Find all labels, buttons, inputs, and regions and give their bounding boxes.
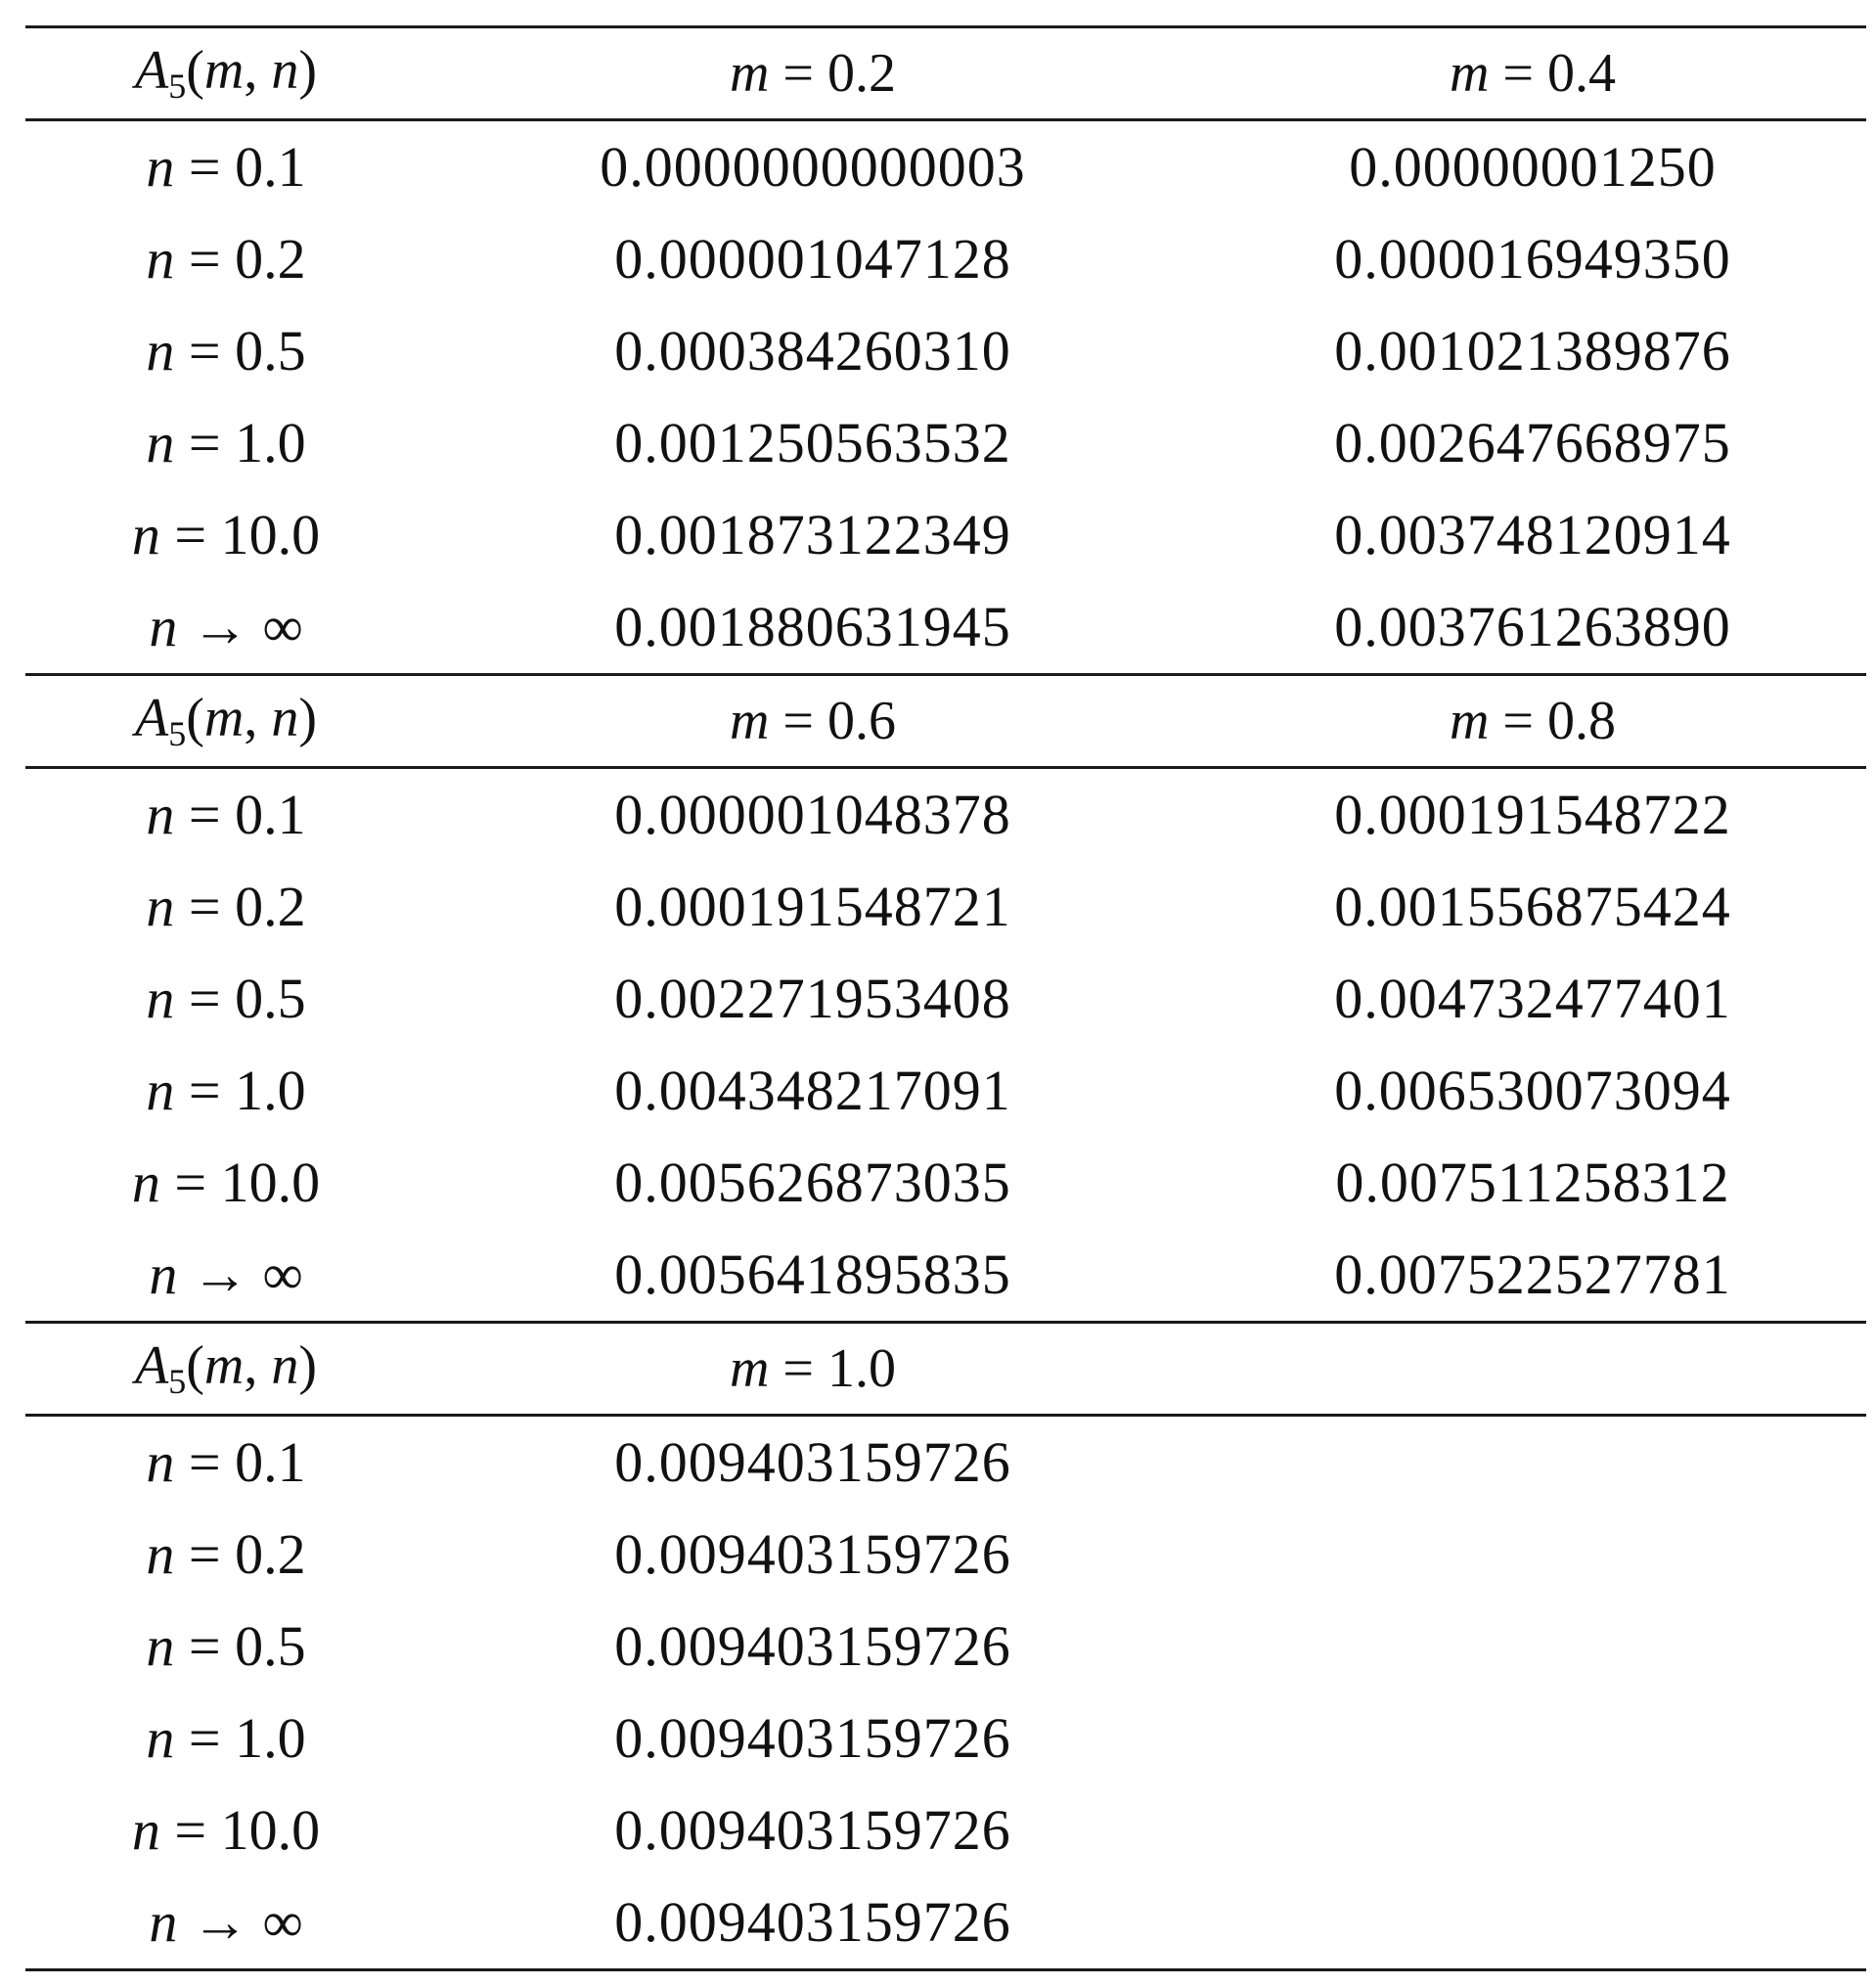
row-label: n = 1.0 <box>146 1059 306 1122</box>
row-header-label: $A_5(m$, n) <box>135 1335 317 1401</box>
value-cell: 0.001021389876 <box>1334 319 1731 383</box>
data-table <box>25 25 1866 1971</box>
table-row <box>25 121 1866 213</box>
value-cell: 0.001873122349 <box>614 503 1011 566</box>
value-cell: 0.002647668975 <box>1334 411 1731 474</box>
value-cell: 0.009403159726 <box>614 1798 1011 1862</box>
row-header-label: $A_5(m$, n) <box>135 40 317 106</box>
table-row <box>25 769 1866 861</box>
row-label: n = 1.0 <box>146 411 306 474</box>
row-label: n = 10.0 <box>131 1798 321 1862</box>
value-cell: 0.009403159726 <box>614 1890 1011 1954</box>
column-header: m = 1.0 <box>729 1338 897 1399</box>
block-header-row <box>25 28 1866 118</box>
value-cell: 0.009403159726 <box>614 1614 1011 1678</box>
value-cell: 0.004732477401 <box>1334 967 1731 1030</box>
table-row <box>25 1693 1866 1784</box>
value-cell: 0.007511258312 <box>1335 1151 1730 1214</box>
row-label: n = 0.1 <box>146 1430 306 1494</box>
value-cell: 0.005641895835 <box>614 1242 1011 1306</box>
row-label: n = 0.5 <box>146 1614 306 1678</box>
row-label: n = 0.2 <box>146 1522 306 1586</box>
table-row <box>25 489 1866 581</box>
value-cell: 0.004348217091 <box>614 1059 1011 1122</box>
column-header: m = 0.2 <box>729 43 897 104</box>
table-row <box>25 1229 1866 1321</box>
value-cell: 0.000191548722 <box>1334 783 1731 846</box>
column-header: m = 0.4 <box>1449 43 1617 104</box>
value-cell: 0.005626873035 <box>614 1151 1011 1214</box>
value-cell: 0.000016949350 <box>1334 227 1731 291</box>
value-cell: 0.00000001250 <box>1349 135 1717 199</box>
block-header-row <box>25 676 1866 766</box>
table-row <box>25 397 1866 489</box>
value-cell: 0.003761263890 <box>1334 595 1731 658</box>
table-row <box>25 305 1866 397</box>
value-cell: 0.000001048378 <box>614 783 1011 846</box>
table-row <box>25 1509 1866 1601</box>
value-cell: 0.009403159726 <box>614 1430 1011 1494</box>
row-label: n = 10.0 <box>131 503 321 566</box>
table-row <box>25 581 1866 673</box>
value-cell: 0.000384260310 <box>614 319 1011 383</box>
table-row <box>25 213 1866 305</box>
row-label: n = 1.0 <box>146 1706 306 1770</box>
row-label: n → ∞ <box>149 1890 303 1954</box>
row-label: n = 0.2 <box>146 227 306 291</box>
table-row <box>25 1045 1866 1137</box>
column-header: m = 0.6 <box>729 691 897 751</box>
row-label: n = 0.1 <box>146 783 306 846</box>
value-cell: 0.007522527781 <box>1334 1242 1731 1306</box>
table-row <box>25 1601 1866 1693</box>
block-header-row <box>25 1324 1866 1414</box>
row-label: n = 10.0 <box>131 1151 321 1214</box>
row-header-label: $A_5(m$, n) <box>135 688 317 753</box>
bottom-rule <box>25 1968 1866 1971</box>
table-row <box>25 1137 1866 1229</box>
row-label: n = 0.2 <box>146 875 306 938</box>
row-label: n = 0.5 <box>146 319 306 383</box>
value-cell: 0.003748120914 <box>1334 503 1731 566</box>
value-cell: 0.001880631945 <box>614 595 1011 658</box>
value-cell: 0.000191548721 <box>614 875 1011 938</box>
value-cell: 0.009403159726 <box>614 1522 1011 1586</box>
table-row <box>25 1417 1866 1509</box>
value-cell: 0.000001047128 <box>614 227 1011 291</box>
value-cell: 0.002271953408 <box>614 967 1011 1030</box>
table-row <box>25 1876 1866 1968</box>
row-label: n = 0.5 <box>146 967 306 1030</box>
table-row <box>25 861 1866 953</box>
row-label: n → ∞ <box>149 595 303 658</box>
row-label: n = 0.1 <box>146 135 306 199</box>
value-cell: 0.006530073094 <box>1334 1059 1731 1122</box>
column-header: m = 0.8 <box>1449 691 1617 751</box>
row-label: n → ∞ <box>149 1242 303 1306</box>
value-cell: 0.009403159726 <box>614 1706 1011 1770</box>
value-cell: 0.001556875424 <box>1334 875 1731 938</box>
value-cell: 0.0000000000003 <box>600 135 1026 199</box>
table-row <box>25 953 1866 1045</box>
value-cell: 0.001250563532 <box>614 411 1011 474</box>
table-row <box>25 1784 1866 1876</box>
